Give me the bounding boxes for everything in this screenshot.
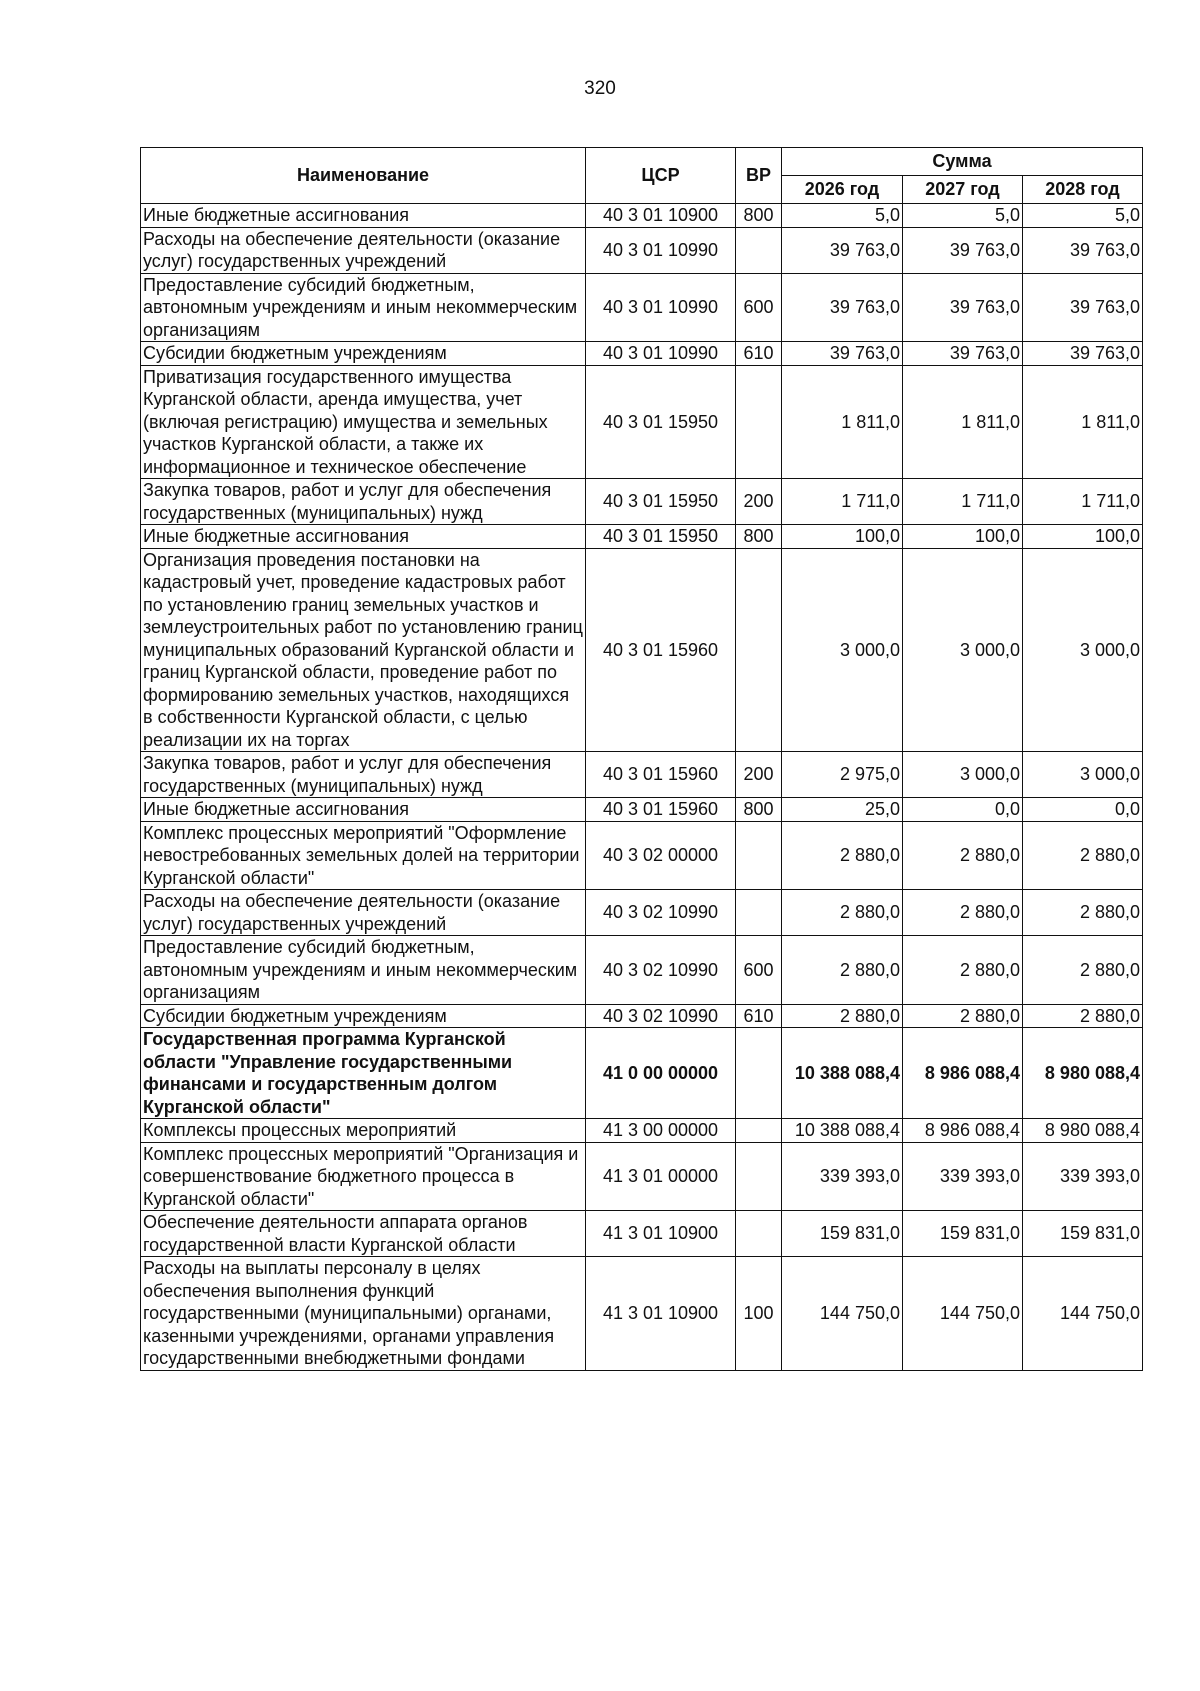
row-amount-2027: 5,0 [903,204,1023,228]
row-amount-2028: 5,0 [1023,204,1143,228]
row-amount-2028: 159 831,0 [1023,1211,1143,1257]
row-amount-2026: 1 711,0 [782,479,903,525]
table-row [141,1142,1143,1211]
row-name: Закупка товаров, работ и услуг для обеспечения государственных (муниципальных) нужд [141,752,586,798]
row-amount-2026: 339 393,0 [782,1142,903,1211]
row-csr: 41 3 01 00000 [586,1142,736,1211]
row-vr: 600 [736,936,782,1005]
row-vr [736,890,782,936]
row-vr: 800 [736,798,782,822]
table-row [141,1257,1143,1371]
row-amount-2028: 39 763,0 [1023,273,1143,342]
row-vr: 200 [736,752,782,798]
row-vr: 200 [736,479,782,525]
row-csr: 40 3 01 10990 [586,227,736,273]
row-name: Иные бюджетные ассигнования [141,204,586,228]
row-csr: 40 3 01 15950 [586,365,736,479]
row-amount-2028: 2 880,0 [1023,1004,1143,1028]
row-name: Иные бюджетные ассигнования [141,798,586,822]
row-amount-2027: 2 880,0 [903,890,1023,936]
row-name: Предоставление субсидий бюджетным, автономным учреждениям и иным некоммерческим организациям [141,936,586,1005]
row-amount-2026: 25,0 [782,798,903,822]
row-vr [736,1028,782,1119]
row-vr [736,1119,782,1143]
row-csr: 41 3 00 00000 [586,1119,736,1143]
row-amount-2028: 2 880,0 [1023,936,1143,1005]
row-vr [736,821,782,890]
row-name: Расходы на выплаты персоналу в целях обеспечения выполнения функций государственными (муниципальными) органами, казенными учреждениями, органами управления государственными внебюджетными фондами [141,1257,586,1371]
row-vr: 610 [736,1004,782,1028]
row-vr: 800 [736,204,782,228]
row-amount-2028: 144 750,0 [1023,1257,1143,1371]
row-csr: 40 3 02 10990 [586,890,736,936]
row-name: Комплексы процессных мероприятий [141,1119,586,1143]
table-row [141,1028,1143,1119]
table-body [141,204,1143,1371]
row-name: Субсидии бюджетным учреждениям [141,342,586,366]
row-csr: 40 3 02 00000 [586,821,736,890]
row-csr: 40 3 01 15960 [586,548,736,752]
row-amount-2027: 2 880,0 [903,821,1023,890]
row-vr [736,227,782,273]
row-name: Расходы на обеспечение деятельности (оказание услуг) государственных учреждений [141,227,586,273]
table-row [141,1119,1143,1143]
row-name: Государственная программа Курганской области "Управление государственными финансами и государственным долгом Курганской области" [141,1028,586,1119]
row-vr [736,548,782,752]
row-name: Обеспечение деятельности аппарата органов государственной власти Курганской области [141,1211,586,1257]
row-vr [736,1142,782,1211]
header-year-2028: 2028 год [1023,176,1143,204]
row-vr: 100 [736,1257,782,1371]
header-name: Наименование [141,148,586,204]
row-name: Комплекс процессных мероприятий "Оформление невостребованных земельных долей на территории Курганской области" [141,821,586,890]
table-row [141,204,1143,228]
row-amount-2026: 2 880,0 [782,890,903,936]
row-amount-2027: 39 763,0 [903,227,1023,273]
row-amount-2026: 3 000,0 [782,548,903,752]
row-amount-2027: 0,0 [903,798,1023,822]
row-csr: 41 3 01 10900 [586,1257,736,1371]
row-name: Организация проведения постановки на кадастровый учет, проведение кадастровых работ по установлению границ земельных участков и землеустроительных работ по установлению границ муниципальных образований Курганской области и границ Курганской области, проведение работ по формированию земельных участков, находящихся в собственности Курганской области, с целью реализации их на торгах [141,548,586,752]
row-amount-2026: 2 880,0 [782,1004,903,1028]
row-amount-2028: 2 880,0 [1023,821,1143,890]
row-vr: 610 [736,342,782,366]
table-row [141,798,1143,822]
table-row [141,479,1143,525]
row-amount-2026: 10 388 088,4 [782,1028,903,1119]
row-amount-2028: 1 711,0 [1023,479,1143,525]
row-name: Субсидии бюджетным учреждениям [141,1004,586,1028]
table-row [141,1211,1143,1257]
row-csr: 40 3 01 10900 [586,204,736,228]
table-header [141,148,1143,204]
table-row [141,227,1143,273]
row-amount-2026: 39 763,0 [782,342,903,366]
row-amount-2026: 2 975,0 [782,752,903,798]
row-amount-2028: 3 000,0 [1023,752,1143,798]
table-row [141,365,1143,479]
table-row [141,936,1143,1005]
row-amount-2027: 39 763,0 [903,273,1023,342]
table-row [141,821,1143,890]
row-amount-2028: 8 980 088,4 [1023,1119,1143,1143]
row-csr: 40 3 01 15960 [586,798,736,822]
row-amount-2026: 10 388 088,4 [782,1119,903,1143]
table-row [141,273,1143,342]
row-csr: 40 3 02 10990 [586,936,736,1005]
row-name: Иные бюджетные ассигнования [141,525,586,549]
header-year-2027: 2027 год [903,176,1023,204]
row-amount-2027: 8 986 088,4 [903,1028,1023,1119]
row-amount-2027: 2 880,0 [903,1004,1023,1028]
row-amount-2027: 3 000,0 [903,548,1023,752]
row-vr: 600 [736,273,782,342]
row-amount-2027: 8 986 088,4 [903,1119,1023,1143]
row-amount-2027: 2 880,0 [903,936,1023,1005]
header-csr: ЦСР [586,148,736,204]
row-csr: 40 3 02 10990 [586,1004,736,1028]
row-csr: 41 3 01 10900 [586,1211,736,1257]
row-amount-2027: 3 000,0 [903,752,1023,798]
row-name: Закупка товаров, работ и услуг для обеспечения государственных (муниципальных) нужд [141,479,586,525]
row-csr: 40 3 01 15950 [586,479,736,525]
row-amount-2027: 159 831,0 [903,1211,1023,1257]
row-amount-2026: 1 811,0 [782,365,903,479]
row-amount-2027: 39 763,0 [903,342,1023,366]
row-name: Комплекс процессных мероприятий "Организация и совершенствование бюджетного процесса в Курганской области" [141,1142,586,1211]
budget-table [140,147,1143,1371]
header-year-2026: 2026 год [782,176,903,204]
header-sum: Сумма [782,148,1143,176]
row-vr: 800 [736,525,782,549]
row-name: Приватизация государственного имущества Курганской области, аренда имущества, учет (включая регистрацию) имущества и земельных участков Курганской области, а также их информационное и техническое обеспечение [141,365,586,479]
row-amount-2026: 100,0 [782,525,903,549]
row-amount-2028: 3 000,0 [1023,548,1143,752]
row-amount-2027: 1 711,0 [903,479,1023,525]
row-vr [736,365,782,479]
row-amount-2026: 159 831,0 [782,1211,903,1257]
table-row [141,548,1143,752]
row-amount-2027: 100,0 [903,525,1023,549]
row-amount-2028: 339 393,0 [1023,1142,1143,1211]
table-row [141,890,1143,936]
row-name: Предоставление субсидий бюджетным, автономным учреждениям и иным некоммерческим организациям [141,273,586,342]
row-amount-2026: 5,0 [782,204,903,228]
row-amount-2028: 8 980 088,4 [1023,1028,1143,1119]
table-row [141,1004,1143,1028]
row-csr: 40 3 01 15960 [586,752,736,798]
row-amount-2028: 2 880,0 [1023,890,1143,936]
row-amount-2026: 39 763,0 [782,227,903,273]
row-csr: 40 3 01 15950 [586,525,736,549]
header-vr: ВР [736,148,782,204]
row-amount-2028: 100,0 [1023,525,1143,549]
row-amount-2026: 144 750,0 [782,1257,903,1371]
row-amount-2026: 39 763,0 [782,273,903,342]
row-amount-2027: 339 393,0 [903,1142,1023,1211]
table-row [141,752,1143,798]
row-vr [736,1211,782,1257]
row-amount-2027: 144 750,0 [903,1257,1023,1371]
row-amount-2028: 0,0 [1023,798,1143,822]
row-name: Расходы на обеспечение деятельности (оказание услуг) государственных учреждений [141,890,586,936]
row-amount-2028: 39 763,0 [1023,227,1143,273]
row-amount-2027: 1 811,0 [903,365,1023,479]
page-number: 320 [584,78,616,99]
row-amount-2026: 2 880,0 [782,936,903,1005]
row-csr: 41 0 00 00000 [586,1028,736,1119]
table-row [141,525,1143,549]
row-csr: 40 3 01 10990 [586,342,736,366]
row-amount-2028: 1 811,0 [1023,365,1143,479]
row-amount-2028: 39 763,0 [1023,342,1143,366]
table-row [141,342,1143,366]
row-amount-2026: 2 880,0 [782,821,903,890]
row-csr: 40 3 01 10990 [586,273,736,342]
